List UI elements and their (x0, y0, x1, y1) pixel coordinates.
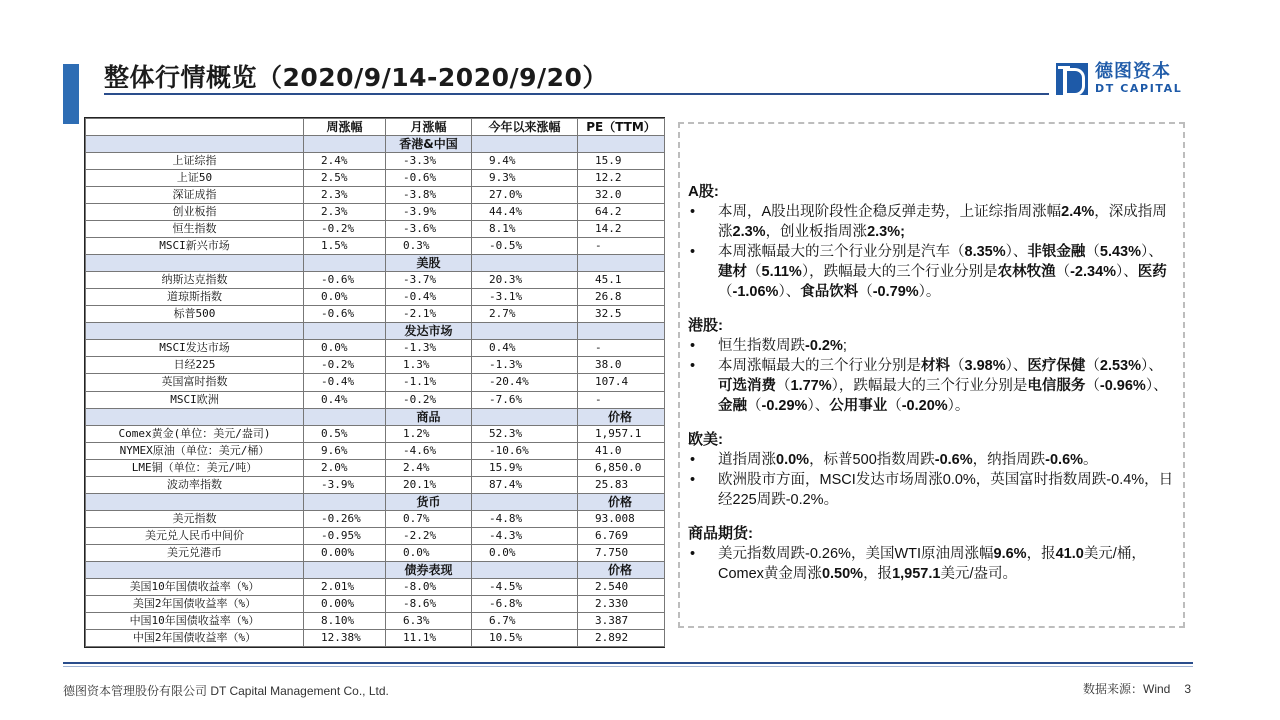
table-header-row (86, 119, 665, 136)
row-value: -0.2% (386, 391, 472, 408)
bullet-text: 道指周涨 (718, 452, 776, 468)
table-row (86, 204, 665, 221)
row-label: MSCI发达市场 (86, 340, 304, 357)
row-value: - (578, 238, 665, 255)
bullet-text: ）、 (1145, 378, 1168, 394)
logo-d-icon (1056, 63, 1088, 95)
row-value: -2.2% (386, 527, 472, 544)
row-value: 26.8 (578, 289, 665, 306)
table-row (86, 340, 665, 357)
row-label: Comex黄金(单位：美元/盎司) (86, 425, 304, 442)
row-value: -2.1% (386, 306, 472, 323)
bullet-text: 可选消费 (718, 378, 776, 394)
section-cell (472, 561, 578, 578)
bullet-text: 欧洲股市方面，MSCI发达市场周涨0.0%，英国富时指数周跌-0.4%，日经225周跌-0.2%。 (718, 472, 1174, 508)
bullet-text: ）、 (1141, 244, 1163, 260)
section-header-row (86, 136, 665, 153)
bullet-text: （ (887, 398, 902, 414)
row-label: 创业板指 (86, 204, 304, 221)
row-value: 2.540 (578, 578, 665, 595)
row-value: 9.6% (304, 442, 386, 459)
row-value: -0.4% (386, 289, 472, 306)
bullet-text: ）、 (1141, 358, 1163, 374)
bullet-text: ，标普500指数周跌 (809, 452, 935, 468)
section-cell (304, 561, 386, 578)
row-value: 1.2% (386, 425, 472, 442)
bullet-text: 0.0% (776, 452, 810, 468)
bullet-text: ，深成指周涨 (718, 204, 1167, 240)
bullet-text: ，报 (863, 566, 893, 582)
row-value: 8.1% (472, 221, 578, 238)
row-value: -0.6% (386, 170, 472, 187)
bullet-text: 美元/桶，Comex黄金周涨 (718, 546, 1146, 582)
row-value: 2.5% (304, 170, 386, 187)
section-cell (304, 323, 386, 340)
commentary-section-title: 欧美: (688, 431, 723, 448)
row-value: -8.0% (386, 578, 472, 595)
row-value: 6,850.0 (578, 459, 665, 476)
table-row (86, 357, 665, 374)
bullet-text: 本周涨幅最大的三个行业分别是 (718, 358, 921, 374)
bullet-text: （ (858, 284, 873, 300)
page-title: 整体行情概览（2020/9/14-2020/9/20） (104, 63, 608, 92)
row-value: 2.4% (304, 153, 386, 170)
row-value: 45.1 (578, 272, 665, 289)
table-row (86, 476, 665, 493)
commentary-bullets (688, 544, 1175, 584)
row-value: -0.6% (304, 306, 386, 323)
row-label: 美元兑人民币中间价 (86, 527, 304, 544)
bullet-text: （ (718, 284, 733, 300)
commentary-bullet (688, 470, 1175, 510)
row-value: 0.3% (386, 238, 472, 255)
section-title: 发达市场 (386, 323, 472, 340)
bullet-text: ，创业板指周涨 (765, 224, 868, 240)
bullet-text: 恒生指数周跌 (718, 338, 805, 354)
section-cell (86, 493, 304, 510)
table-row (86, 153, 665, 170)
section-price-label (578, 323, 665, 340)
section-title: 商品 (386, 408, 472, 425)
bullet-text: -0.96% (1099, 378, 1146, 394)
section-title: 债券表现 (386, 561, 472, 578)
table-row (86, 272, 665, 289)
footer-company: 德图资本管理股份有限公司 DT Capital Management Co., Ltd. (63, 684, 389, 698)
table-row (86, 187, 665, 204)
table-row (86, 306, 665, 323)
table-row (86, 170, 665, 187)
bullet-text: 1.77% (790, 378, 832, 394)
section-cell (472, 136, 578, 153)
commentary-section-title: 商品期货: (688, 525, 753, 542)
row-value: 2.3% (304, 187, 386, 204)
row-value: -4.5% (472, 578, 578, 595)
bullet-text: 41.0 (1055, 546, 1084, 562)
commentary-bullets (688, 336, 1175, 416)
row-value: -0.4% (304, 374, 386, 391)
row-value: 0.7% (386, 510, 472, 527)
bullet-text: ; (842, 338, 847, 354)
footer-divider (63, 662, 1193, 664)
bullet-text: （ (950, 358, 965, 374)
row-value: -1.3% (386, 340, 472, 357)
row-value: -20.4% (472, 374, 578, 391)
commentary-bullets (688, 450, 1175, 510)
section-cell (86, 408, 304, 425)
row-value: -6.8% (472, 595, 578, 612)
commentary-section-title: 港股: (688, 317, 723, 334)
row-value: -3.7% (386, 272, 472, 289)
row-label: 深证成指 (86, 187, 304, 204)
section-cell (86, 561, 304, 578)
bullet-text: 公用事业 (829, 398, 888, 414)
section-title: 香港&中国 (386, 136, 472, 153)
table-row (86, 442, 665, 459)
row-value: 0.4% (472, 340, 578, 357)
row-value: -10.6% (472, 442, 578, 459)
table-row (86, 459, 665, 476)
row-value: 25.83 (578, 476, 665, 493)
bullet-text: -0.20% (901, 398, 948, 414)
row-value: -3.9% (304, 476, 386, 493)
section-header-row (86, 493, 665, 510)
table-row (86, 578, 665, 595)
row-value: 2.4% (386, 459, 472, 476)
row-value: 44.4% (472, 204, 578, 221)
row-value: -3.8% (386, 187, 472, 204)
bullet-text: ），跌幅最大的三个行业分别是 (801, 264, 998, 280)
bullet-text: 2.3%; (867, 224, 905, 240)
market-table (84, 117, 665, 648)
row-value: 7.750 (578, 544, 665, 561)
section-title: 货币 (386, 493, 472, 510)
row-value: 12.38% (304, 629, 386, 646)
commentary-panel (678, 122, 1185, 628)
bullet-text: 8.35% (964, 244, 1006, 260)
bullet-text: 材料 (921, 358, 950, 374)
table-row (86, 544, 665, 561)
section-cell (472, 408, 578, 425)
column-header: 周涨幅 (304, 119, 386, 136)
bullet-text: ）、 (1005, 244, 1028, 260)
section-header-row (86, 255, 665, 272)
row-value: 1,957.1 (578, 425, 665, 442)
bullet-text: -0.79% (872, 284, 919, 300)
row-label: 波动率指数 (86, 476, 304, 493)
commentary-bullet (688, 356, 1175, 416)
bullet-text: ，纳指周跌 (972, 452, 1046, 468)
row-value: 9.4% (472, 153, 578, 170)
section-price-label (578, 255, 665, 272)
bullet-text: 非银金融 (1027, 244, 1086, 260)
section-cell (472, 323, 578, 340)
row-value: 38.0 (578, 357, 665, 374)
bullet-text: -0.6% (934, 452, 973, 468)
bullet-text: -0.2% (805, 338, 843, 354)
row-label: LME铜（单位：美元/吨） (86, 459, 304, 476)
row-value: 87.4% (472, 476, 578, 493)
table-row (86, 289, 665, 306)
row-value: 20.3% (472, 272, 578, 289)
row-value: 9.3% (472, 170, 578, 187)
row-value: 2.330 (578, 595, 665, 612)
section-price-label: 价格 (578, 408, 665, 425)
row-label: 纳斯达克指数 (86, 272, 304, 289)
row-value: 32.5 (578, 306, 665, 323)
row-value: 14.2 (578, 221, 665, 238)
row-value: 27.0% (472, 187, 578, 204)
row-value: - (578, 391, 665, 408)
row-value: 52.3% (472, 425, 578, 442)
row-value: -4.3% (472, 527, 578, 544)
section-price-label (578, 136, 665, 153)
section-cell (472, 255, 578, 272)
section-header-row (86, 561, 665, 578)
row-label: 中国2年国债收益率（%） (86, 629, 304, 646)
row-value: 2.7% (472, 306, 578, 323)
bullet-text: ）、 (807, 398, 830, 414)
row-label: 中国10年国债收益率（%） (86, 612, 304, 629)
row-value: 6.3% (386, 612, 472, 629)
row-value: 20.1% (386, 476, 472, 493)
bullet-text: ），跌幅最大的三个行业分别是 (831, 378, 1028, 394)
bullet-text: 建材 (718, 264, 747, 280)
table-row (86, 425, 665, 442)
row-value: 32.0 (578, 187, 665, 204)
commentary-bullet (688, 202, 1175, 242)
row-label: 美国2年国债收益率（%） (86, 595, 304, 612)
row-value: -4.8% (472, 510, 578, 527)
section-cell (86, 255, 304, 272)
bullet-text: 农林牧渔 (997, 264, 1056, 280)
bullet-text: （ (776, 378, 791, 394)
row-value: 0.0% (304, 340, 386, 357)
table-row (86, 374, 665, 391)
commentary-bullets (688, 202, 1175, 302)
row-value: -7.6% (472, 391, 578, 408)
row-value: -0.2% (304, 357, 386, 374)
row-value: -3.1% (472, 289, 578, 306)
bullet-text: ）、 (1005, 358, 1028, 374)
bullet-text: 。 (1083, 452, 1098, 468)
section-header-row (86, 408, 665, 425)
bullet-text: （ (1085, 378, 1100, 394)
row-value: 1.3% (386, 357, 472, 374)
company-logo (1056, 62, 1182, 96)
row-label: 美元指数 (86, 510, 304, 527)
table-row (86, 527, 665, 544)
commentary-bullet (688, 242, 1175, 302)
row-value: -1.3% (472, 357, 578, 374)
bullet-text: ，报 (1026, 546, 1056, 562)
section-cell (304, 136, 386, 153)
column-header: PE（TTM） (578, 119, 665, 136)
bullet-text: 本周涨幅最大的三个行业分别是汽车（ (718, 244, 965, 260)
row-value: 0.4% (304, 391, 386, 408)
bullet-text: -2.34% (1070, 264, 1117, 280)
row-value: 2.3% (304, 204, 386, 221)
bullet-text: 本周，A股出现阶段性企稳反弹走势，上证综指周涨幅 (718, 204, 1062, 220)
section-cell (304, 408, 386, 425)
column-header: 月涨幅 (386, 119, 472, 136)
bullet-text: ）、 (778, 284, 801, 300)
bullet-text: （ (1085, 244, 1100, 260)
row-value: -0.95% (304, 527, 386, 544)
bullet-text: （ (747, 264, 762, 280)
data-source: 数据来源：Wind (1083, 682, 1171, 696)
table-row (86, 391, 665, 408)
section-title: 美股 (386, 255, 472, 272)
row-value: 11.1% (386, 629, 472, 646)
bullet-text: 医疗保健 (1027, 358, 1086, 374)
bullet-text: 3.98% (964, 358, 1006, 374)
bullet-text: 5.43% (1099, 244, 1141, 260)
table-row (86, 510, 665, 527)
row-value: -4.6% (386, 442, 472, 459)
bullet-text: -1.06% (732, 284, 779, 300)
bullet-text: 美元/盎司。 (940, 566, 1017, 582)
row-value: -0.2% (304, 221, 386, 238)
commentary-bullet (688, 336, 1175, 356)
row-value: 1.5% (304, 238, 386, 255)
row-label: 英国富时指数 (86, 374, 304, 391)
bullet-text: 食品饮料 (800, 284, 859, 300)
row-value: 93.008 (578, 510, 665, 527)
section-cell (304, 255, 386, 272)
bullet-text: ）。 (947, 398, 970, 414)
row-value: -3.6% (386, 221, 472, 238)
row-value: -1.1% (386, 374, 472, 391)
title-divider (104, 93, 1049, 95)
row-value: -3.9% (386, 204, 472, 221)
row-value: 6.7% (472, 612, 578, 629)
row-label: 美元兑港币 (86, 544, 304, 561)
row-label: MSCI欧洲 (86, 391, 304, 408)
row-value: 8.10% (304, 612, 386, 629)
row-label: NYMEX原油（单位：美元/桶） (86, 442, 304, 459)
footer-source (1083, 680, 1191, 697)
row-value: 0.0% (472, 544, 578, 561)
bullet-text: ）。 (918, 284, 941, 300)
row-value: 107.4 (578, 374, 665, 391)
bullet-text: 美元指数周跌-0.26%，美国WTI原油周涨幅 (718, 546, 994, 562)
column-header: 今年以来涨幅 (472, 119, 578, 136)
section-cell (472, 493, 578, 510)
row-label: 恒生指数 (86, 221, 304, 238)
footer-divider-thin (63, 666, 1193, 667)
table-row (86, 221, 665, 238)
bullet-text: ）、 (1116, 264, 1138, 280)
section-price-label: 价格 (578, 493, 665, 510)
row-value: 3.387 (578, 612, 665, 629)
section-header-row (86, 323, 665, 340)
row-value: 12.2 (578, 170, 665, 187)
bullet-text: 金融 (718, 398, 747, 414)
row-label: 日经225 (86, 357, 304, 374)
bullet-text: （ (747, 398, 762, 414)
row-value: -0.6% (304, 272, 386, 289)
row-value: 2.892 (578, 629, 665, 646)
table-row (86, 612, 665, 629)
row-value: -0.5% (472, 238, 578, 255)
bullet-text: （ (1085, 358, 1100, 374)
row-label: 上证50 (86, 170, 304, 187)
row-value: 15.9 (578, 153, 665, 170)
bullet-text: 医药 (1137, 264, 1167, 280)
row-value: 2.01% (304, 578, 386, 595)
table-row (86, 629, 665, 646)
row-label: 上证综指 (86, 153, 304, 170)
row-value: -3.3% (386, 153, 472, 170)
row-label: MSCI新兴市场 (86, 238, 304, 255)
row-value: 0.0% (386, 544, 472, 561)
table-row (86, 595, 665, 612)
row-value: -8.6% (386, 595, 472, 612)
row-label: 标普500 (86, 306, 304, 323)
row-label: 美国10年国债收益率（%） (86, 578, 304, 595)
section-price-label: 价格 (578, 561, 665, 578)
table-row (86, 238, 665, 255)
row-value: -0.26% (304, 510, 386, 527)
bullet-text: -0.6% (1045, 452, 1084, 468)
logo-text (1095, 62, 1182, 96)
bullet-text: 2.4% (1061, 204, 1095, 220)
row-value: 0.00% (304, 595, 386, 612)
bullet-text: 电信服务 (1027, 378, 1086, 394)
bullet-text: 0.50% (821, 566, 864, 582)
row-value: 6.769 (578, 527, 665, 544)
bullet-text: 1,957.1 (892, 566, 941, 582)
row-value: - (578, 340, 665, 357)
row-value: 10.5% (472, 629, 578, 646)
row-value: 41.0 (578, 442, 665, 459)
logo-name-en: DT CAPITAL (1095, 82, 1183, 95)
row-label: 道琼斯指数 (86, 289, 304, 306)
bullet-text: 2.53% (1099, 358, 1141, 374)
page-number: 3 (1184, 682, 1192, 696)
commentary-bullet (688, 544, 1175, 584)
row-value: 0.00% (304, 544, 386, 561)
column-header (86, 119, 304, 136)
row-value: 0.5% (304, 425, 386, 442)
commentary-bullet (688, 450, 1175, 470)
row-value: 0.0% (304, 289, 386, 306)
bullet-text: 2.3% (732, 224, 766, 240)
bullet-text: -0.29% (761, 398, 808, 414)
commentary-section-title: A股: (688, 183, 719, 200)
bullet-text: 9.6% (993, 546, 1027, 562)
row-value: 64.2 (578, 204, 665, 221)
logo-name-cn: 德图资本 (1095, 61, 1171, 82)
section-cell (86, 323, 304, 340)
section-cell (86, 136, 304, 153)
row-value: 15.9% (472, 459, 578, 476)
section-cell (304, 493, 386, 510)
row-value: 2.0% (304, 459, 386, 476)
bullet-text: 5.11% (761, 264, 802, 280)
title-accent-bar (63, 64, 79, 124)
bullet-text: （ (1055, 264, 1071, 280)
